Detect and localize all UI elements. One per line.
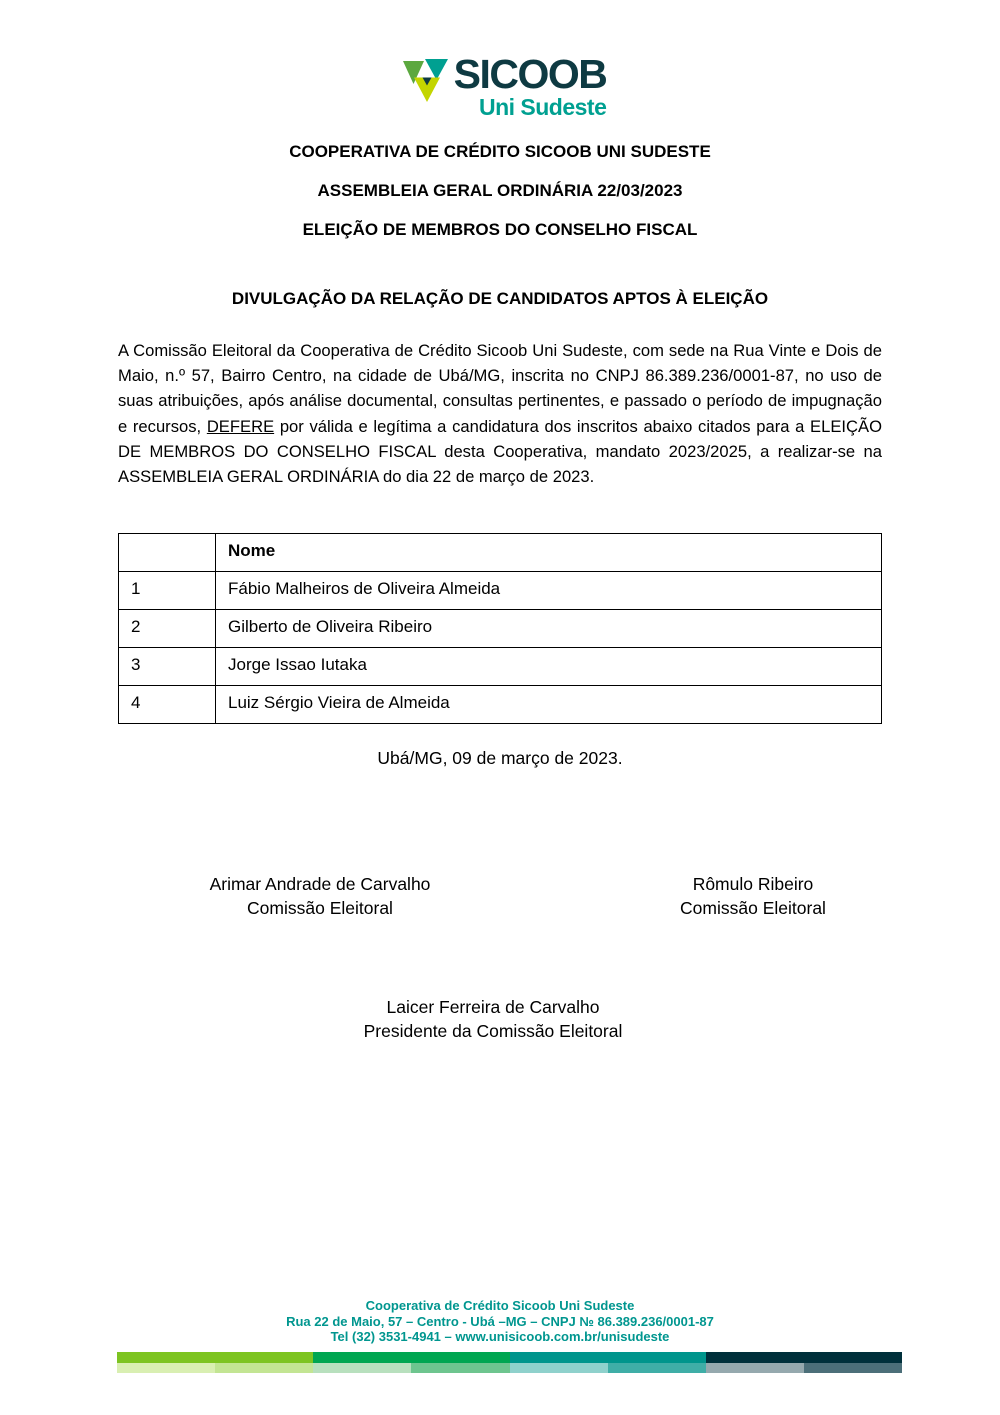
row-number: 1 [119, 572, 216, 610]
row-number: 2 [119, 610, 216, 648]
header-line-2: ASSEMBLEIA GERAL ORDINÁRIA 22/03/2023 [317, 181, 683, 200]
footer-line-2: Rua 22 de Maio, 57 – Centro - Ubá –MG – CNPJ № 86.389.236/0001-87 [286, 1313, 714, 1329]
signature-name: Laicer Ferreira de Carvalho [386, 997, 600, 1017]
candidates-table [118, 533, 882, 724]
table-row [119, 610, 882, 648]
color-bar-segment [706, 1363, 804, 1373]
color-bar-segment [313, 1352, 509, 1363]
color-bar-segment [117, 1352, 313, 1363]
document-footer [0, 1298, 1000, 1345]
footer-line-3: Tel (32) 3531-4941 – www.unisicoob.com.br/unisudeste [330, 1329, 670, 1344]
paragraph-text-after: por válida e legítima a candidatura dos inscritos abaixo citados para a ELEIÇÃO DE MEMBROS DO CONSELHO FISCAL desta Cooperativa, mandato 2023/2025, a realizar-se na ASSEMBLEIA GERAL ORDINÁRIA do dia 22 de março de 2023. [118, 416, 882, 487]
signature-block [600, 872, 906, 920]
body-paragraph [118, 338, 882, 489]
signature-block [170, 872, 470, 920]
header-line-1: COOPERATIVA DE CRÉDITO SICOOB UNI SUDESTE [289, 142, 711, 161]
color-bar-segment [510, 1352, 706, 1363]
color-bar-segment [608, 1363, 706, 1373]
sicoob-logo-icon [394, 56, 450, 106]
table-header-name: Nome [216, 534, 882, 572]
row-number: 3 [119, 648, 216, 686]
date-line: Ubá/MG, 09 de março de 2023. [377, 748, 623, 768]
header-line-3: ELEIÇÃO DE MEMBROS DO CONSELHO FISCAL [302, 220, 698, 239]
color-bar-segment [510, 1363, 608, 1373]
candidate-name: Fábio Malheiros de Oliveira Almeida [216, 572, 882, 610]
color-bar-segment [117, 1363, 215, 1373]
document-subtitle: DIVULGAÇÃO DA RELAÇÃO DE CANDIDATOS APTOS À ELEIÇÃO [231, 289, 769, 308]
paragraph-text-before: A Comissão Eleitoral da Cooperativa de Crédito Sicoob Uni Sudeste, com sede na Rua Vinte e Dois de Maio, n.º 57, Bairro Centro, na cidade de Ubá/MG, inscrita no CNPJ 86.389.236/0001-87, no uso de suas atribuições, após análise documental, consultas pertinentes, e passado o período de impugnação e recursos, [118, 341, 882, 436]
color-bar-segment [411, 1363, 509, 1373]
table-header-row [119, 534, 882, 572]
table-row [119, 648, 882, 686]
signature-name: Arimar Andrade de Carvalho [209, 874, 431, 894]
candidate-name: Jorge Issao Iutaka [216, 648, 882, 686]
logo-subbrand-text: Uni Sudeste [478, 94, 607, 120]
table-header-number [119, 534, 216, 572]
color-bar-segment [313, 1363, 411, 1373]
signature-row [0, 872, 1000, 922]
color-bar-segment [804, 1363, 902, 1373]
defere-underlined-word: DEFERE [206, 416, 275, 436]
table-row [119, 686, 882, 724]
table-row [119, 572, 882, 610]
row-number: 4 [119, 686, 216, 724]
footer-line-1: Cooperativa de Crédito Sicoob Uni Sudeste [365, 1298, 635, 1313]
logo [0, 51, 1000, 120]
signature-name: Rômulo Ribeiro [692, 874, 814, 894]
logo-brand-text: SICOOB [453, 51, 607, 97]
signature-role: Comissão Eleitoral [680, 898, 826, 918]
footer-color-bar [117, 1352, 902, 1373]
candidate-name: Gilberto de Oliveira Ribeiro [216, 610, 882, 648]
candidate-name: Luiz Sérgio Vieira de Almeida [216, 686, 882, 724]
signature-block [293, 995, 693, 1043]
color-bar-segment [706, 1352, 902, 1363]
color-bar-segment [215, 1363, 313, 1373]
document-headers [0, 142, 1000, 259]
signature-role: Presidente da Comissão Eleitoral [363, 1021, 623, 1041]
signature-role: Comissão Eleitoral [247, 898, 393, 918]
